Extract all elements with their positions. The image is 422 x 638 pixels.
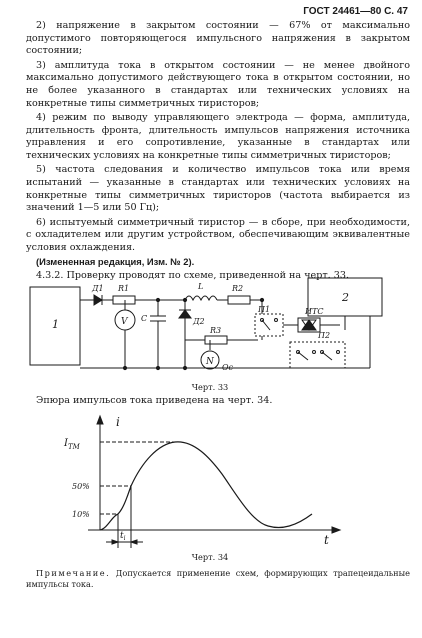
inductor-l (185, 296, 217, 300)
n-label: N (206, 357, 214, 367)
note-text: Допускается применение схем, формирующих трапецеидальные импульсы тока. (26, 568, 410, 589)
paragraph-item-5: 5) частота следования и количество импульсов тока или время испытаний — указанные в стандартах или технических условиях на конкретные типы симметричных тиристоров (частота выбирается из значений 1—5 или 50 Гц); (26, 164, 410, 214)
diode-d1 (94, 295, 102, 305)
t-axis-label: t (324, 533, 329, 547)
circuit-diagram (0, 270, 422, 385)
its-label: ИТС (305, 307, 324, 316)
block-1-label: 1 (52, 318, 59, 331)
diode-d2 (179, 310, 191, 318)
level-50-label: 50% (72, 482, 90, 491)
block-2-label: 2 (342, 291, 349, 304)
body-text (26, 20, 410, 285)
oc-label: Ос (222, 363, 234, 372)
level-10-label: 10% (72, 510, 90, 519)
r1-label: R1 (118, 284, 130, 293)
running-header: ГОСТ 24461—80 С. 47 (303, 6, 408, 17)
c-label: C (141, 314, 148, 323)
d2-label: Д2 (193, 317, 205, 326)
r2-label: R2 (232, 284, 244, 293)
paragraph-item-6: 6) испытуемый симметричный тиристор — в сборе, при необходимости, с охладителем или другим устройством, обеспечивающим эквивалентные условия охлаждения. (26, 216, 410, 253)
pulse-curve (100, 442, 312, 530)
paragraph-item-4: 4) режим по выводу управляющего электрода — форма, амплитуда, длительность фронта, длительность импульсов напряжения источника управления и его сопротивление, указанные в стандартах или технических условиях на конкретные типы симметричных тиристоров; (26, 111, 410, 162)
p1-label: П1 (258, 305, 271, 314)
figure-33-caption: Черт. 33 (191, 382, 229, 392)
resistor-r3 (205, 336, 227, 344)
i-axis-label: i (116, 415, 120, 429)
paragraph-item-3: 3) амплитуда тока в открытом состоянии — не менее двойного максимально допустимого действующего тока в открытом состоянии, но не более указанного в стандартах или технических условиях на конкретные типы симметричных тиристоров; (26, 59, 410, 109)
r3-label: R3 (210, 326, 222, 335)
l-label: L (198, 282, 204, 291)
d1-label: Д1 (92, 284, 104, 293)
v-label: V (121, 317, 128, 327)
note-label: Примечание. (36, 568, 111, 578)
note (26, 568, 410, 590)
paragraph-item-2: 2) напряжение в закрытом состоянии — 67% от максимально допустимого повторяющегося импульсного напряжения в закрытом состоянии; (26, 20, 410, 57)
ti-label: $t_i$ (120, 531, 126, 542)
pulse-waveform (0, 412, 422, 550)
clause-4-3-2: 4.3.2. Проверку проводят по схеме, приведенной на черт. 33. (36, 270, 350, 282)
figure-34-caption: Черт. 34 (191, 552, 229, 562)
resistor-r2 (228, 296, 250, 304)
itm-label: $I_{TM}$ (64, 438, 80, 451)
p2-label: П2 (318, 331, 331, 340)
resistor-r1 (113, 296, 135, 304)
switch-p2 (290, 342, 345, 368)
revision-note: (Измененная редакция, Изм. № 2). (36, 256, 195, 268)
figure-34-intro: Эпюра импульсов тока приведена на черт. 34. (36, 395, 273, 406)
switch-p1 (255, 314, 283, 336)
